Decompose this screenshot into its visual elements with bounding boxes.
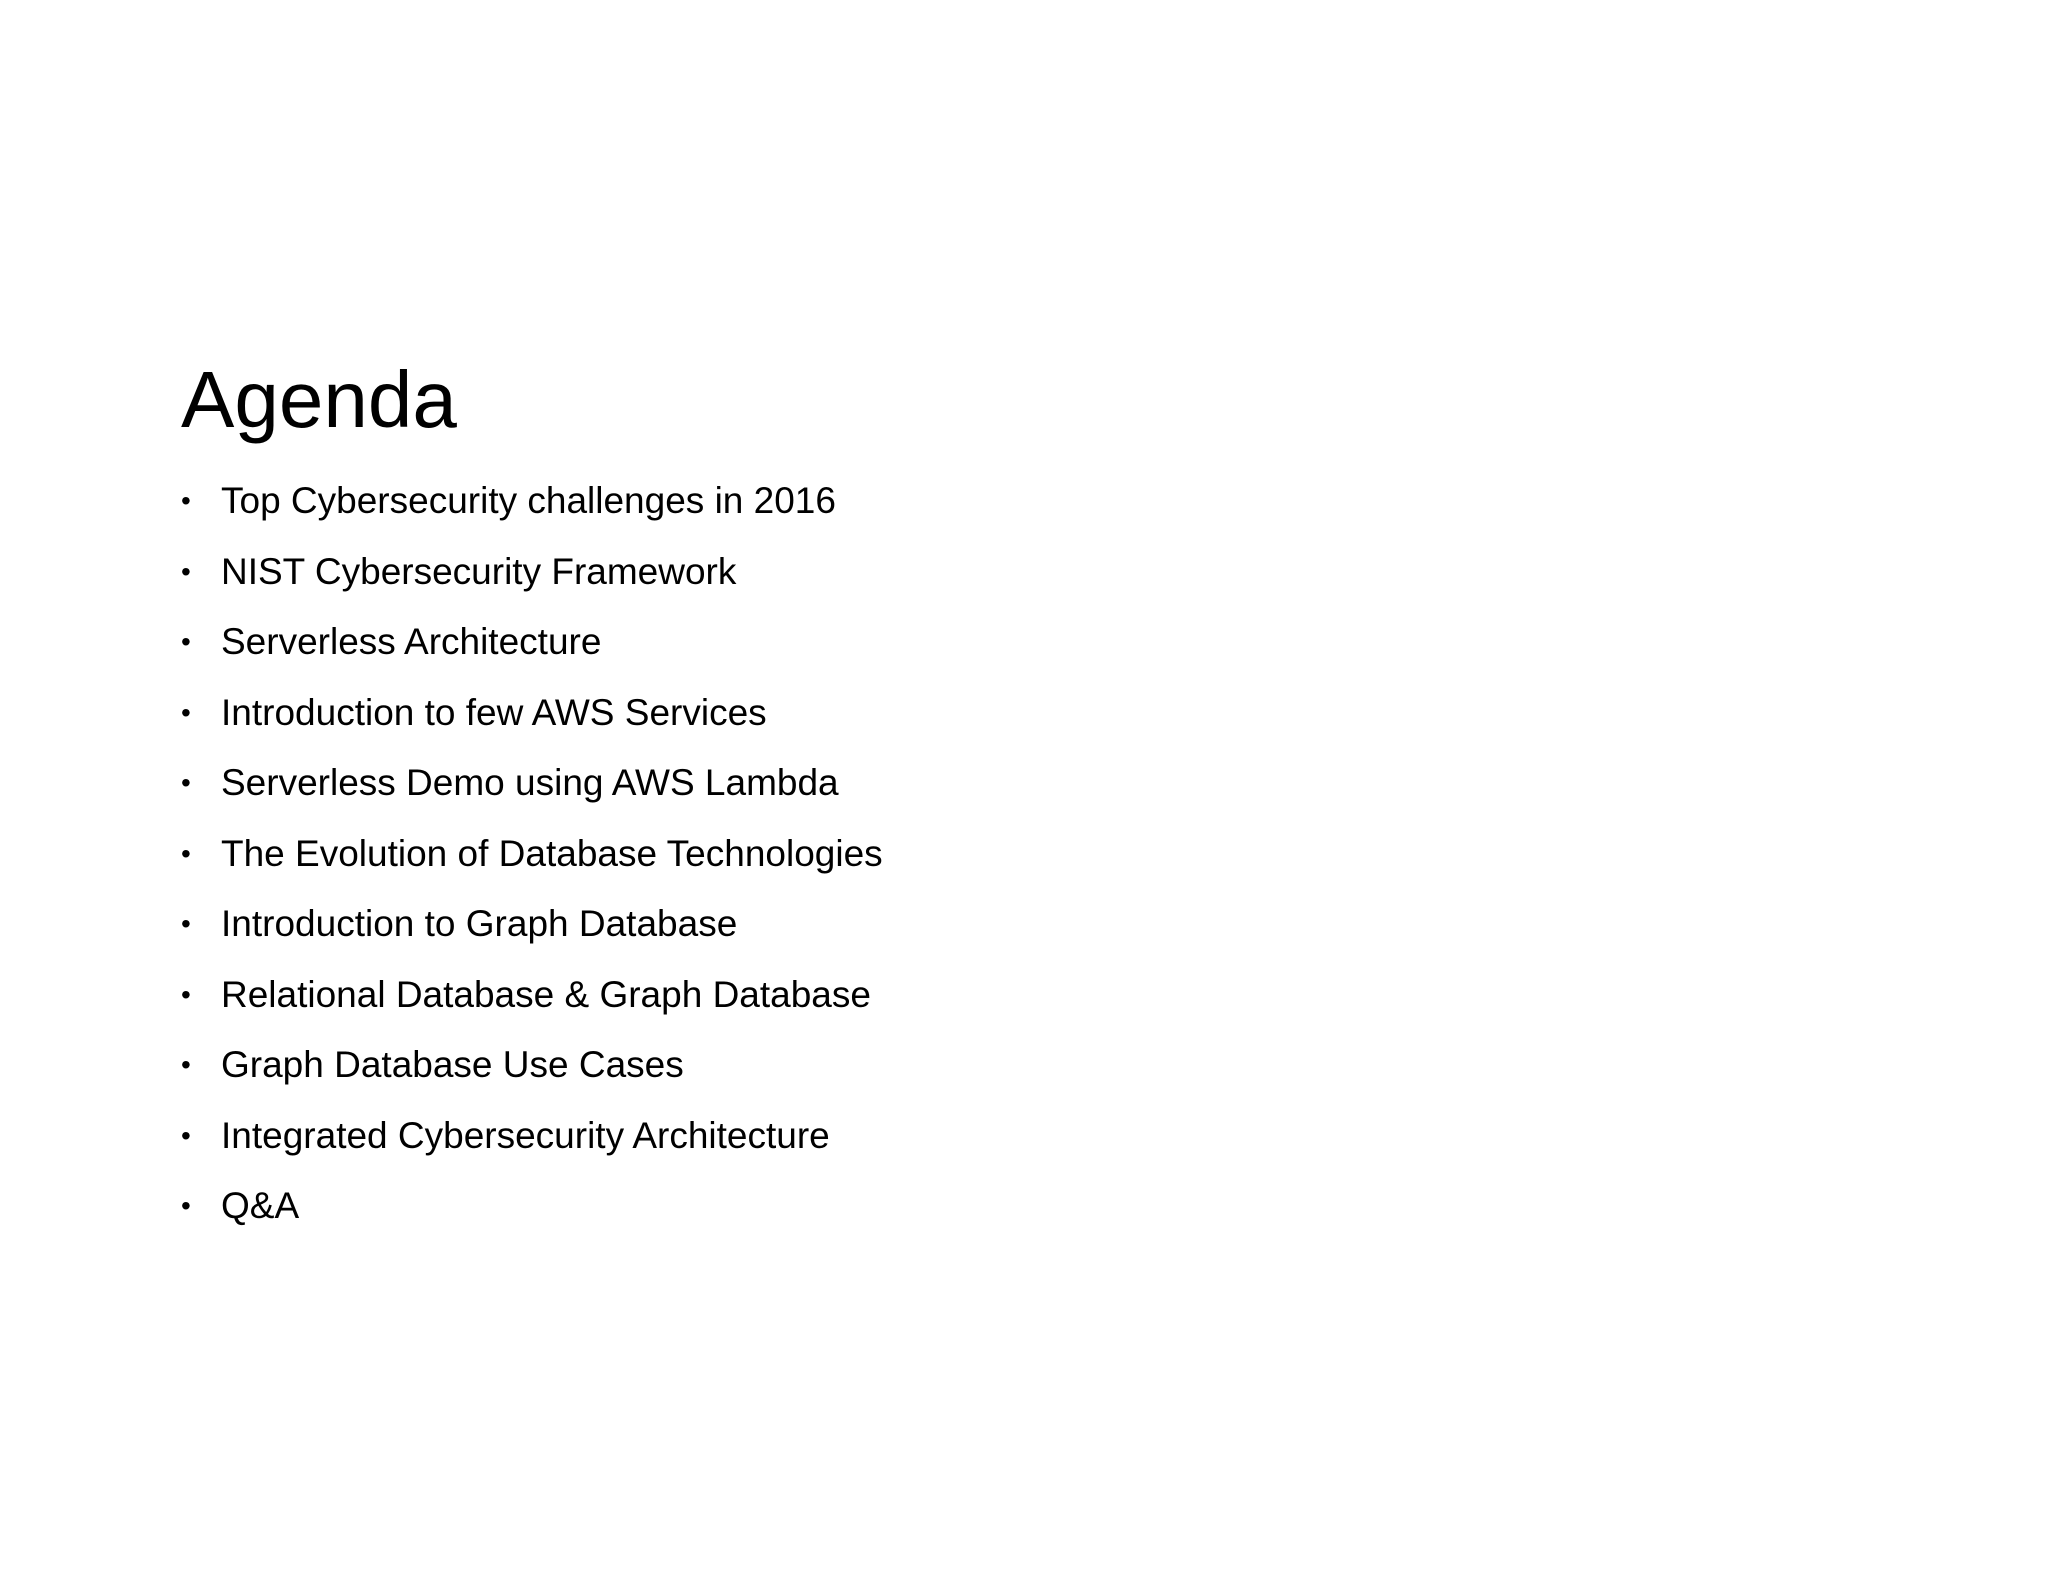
- bullet-icon: •: [181, 908, 191, 939]
- bullet-icon: •: [181, 1190, 191, 1221]
- agenda-item-label: Introduction to few AWS Services: [221, 691, 767, 733]
- agenda-item-label: Graph Database Use Cases: [221, 1044, 684, 1085]
- agenda-item-label: NIST Cybersecurity Framework: [221, 550, 737, 592]
- agenda-item-label: The Evolution of Database Technologies: [221, 832, 883, 874]
- bullet-icon: •: [181, 555, 191, 587]
- agenda-item-label: Serverless Demo using AWS Lambda: [221, 762, 839, 803]
- bullet-icon: •: [181, 767, 191, 798]
- agenda-item-label: Integrated Cybersecurity Architecture: [221, 1114, 830, 1156]
- agenda-item-label: Q&A: [221, 1185, 300, 1226]
- bullet-icon: •: [181, 626, 191, 657]
- agenda-item-label: Introduction to Graph Database: [221, 903, 738, 944]
- agenda-item-label: Relational Database & Graph Database: [221, 973, 871, 1015]
- bullet-icon: •: [181, 1119, 191, 1151]
- slide-title: Agenda: [181, 355, 457, 444]
- bullet-icon: •: [181, 978, 191, 1010]
- agenda-item-label: Serverless Architecture: [221, 621, 602, 662]
- bullet-icon: •: [181, 837, 191, 869]
- bullet-icon: •: [181, 1049, 191, 1080]
- bullet-icon: •: [181, 696, 191, 728]
- bullet-icon: •: [181, 485, 191, 516]
- agenda-item-label: Top Cybersecurity challenges in 2016: [221, 480, 836, 521]
